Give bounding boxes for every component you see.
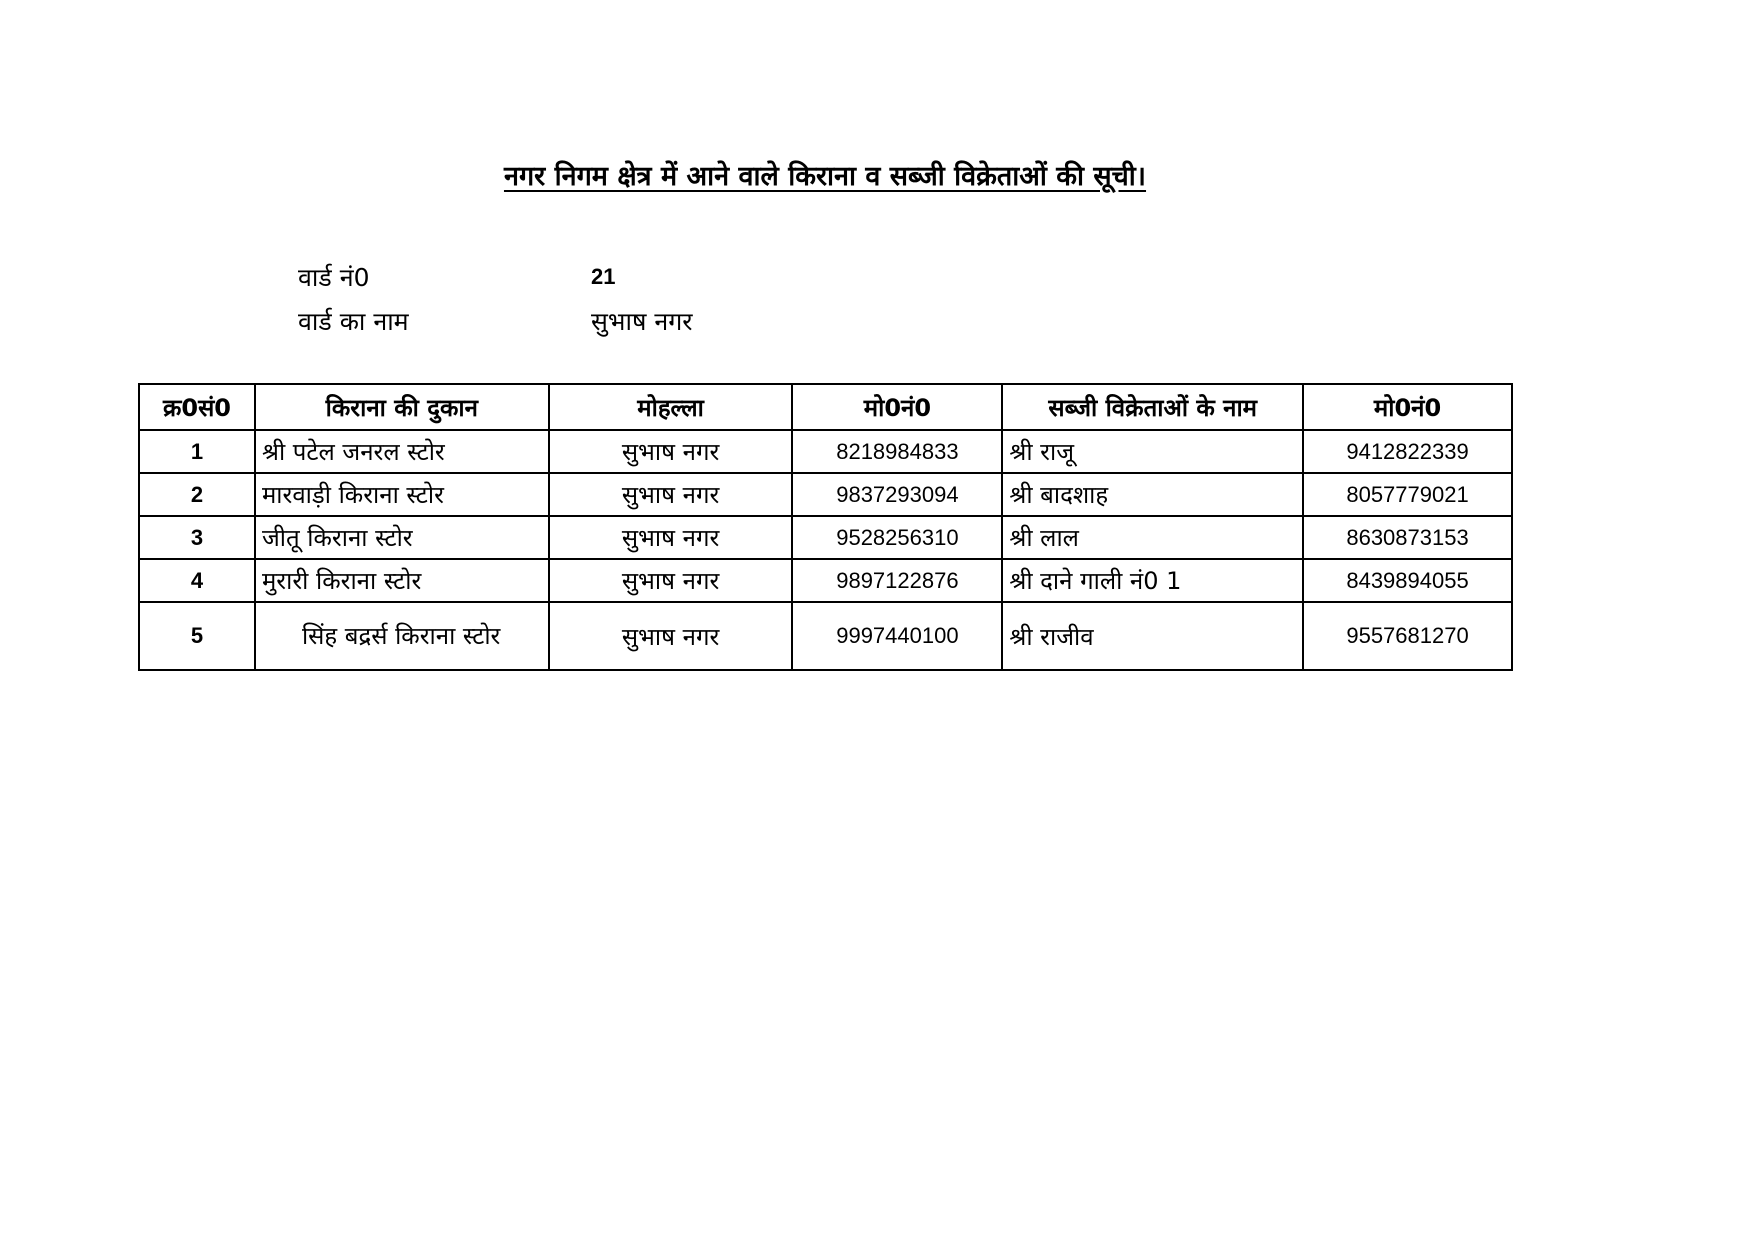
cell-shop: मुरारी किराना स्टोर [255,559,549,602]
header-serial: क्र0सं0 [139,384,255,430]
cell-locality: सुभाष नगर [549,559,793,602]
cell-serial: 4 [139,559,255,602]
cell-serial: 5 [139,602,255,670]
cell-vendor-mobile: 9557681270 [1303,602,1512,670]
cell-vendor-mobile: 9412822339 [1303,430,1512,473]
cell-serial: 2 [139,473,255,516]
cell-vendor-mobile: 8630873153 [1303,516,1512,559]
ward-name-value: सुभाष नगर [591,307,693,336]
page-title: नगर निगम क्षेत्र में आने वाले किराना व सब्जी विक्रेताओं की सूची। [503,161,1147,192]
cell-mobile: 9897122876 [792,559,1002,602]
cell-vendor: श्री राजू [1002,430,1303,473]
cell-locality: सुभाष नगर [549,516,793,559]
ward-name-row [298,299,693,343]
header-locality: मोहल्ला [549,384,793,430]
ward-name-label: वार्ड का नाम [298,307,409,336]
table-row [139,559,1512,602]
cell-vendor: श्री राजीव [1002,602,1303,670]
table-row [139,602,1512,670]
header-vendor-mobile: मो0नं0 [1303,384,1512,430]
cell-locality: सुभाष नगर [549,430,793,473]
table-row [139,430,1512,473]
cell-serial: 1 [139,430,255,473]
cell-shop: जीतू किराना स्टोर [255,516,549,559]
header-vegetable-vendor: सब्जी विक्रेताओं के नाम [1002,384,1303,430]
cell-vendor: श्री बादशाह [1002,473,1303,516]
ward-number-row [298,255,693,299]
ward-number-label: वार्ड नं0 [298,263,370,292]
cell-vendor: श्री लाल [1002,516,1303,559]
cell-serial: 3 [139,516,255,559]
cell-mobile: 8218984833 [792,430,1002,473]
cell-vendor-mobile: 8439894055 [1303,559,1512,602]
cell-shop: श्री पटेल जनरल स्टोर [255,430,549,473]
header-grocery-shop: किराना की दुकान [255,384,549,430]
table-row [139,516,1512,559]
cell-shop: मारवाड़ी किराना स्टोर [255,473,549,516]
cell-mobile: 9528256310 [792,516,1002,559]
cell-locality: सुभाष नगर [549,473,793,516]
table-header-row [139,384,1512,430]
cell-shop: सिंह बद्रर्स किराना स्टोर [255,602,549,670]
vendor-table [138,383,1513,671]
ward-info [298,255,693,343]
cell-vendor-mobile: 8057779021 [1303,473,1512,516]
cell-vendor: श्री दाने गाली नं0 1 [1002,559,1303,602]
cell-mobile: 9837293094 [792,473,1002,516]
cell-locality: सुभाष नगर [549,602,793,670]
table-row [139,473,1512,516]
header-mobile: मो0नं0 [792,384,1002,430]
ward-number-value: 21 [591,264,616,289]
cell-mobile: 9997440100 [792,602,1002,670]
